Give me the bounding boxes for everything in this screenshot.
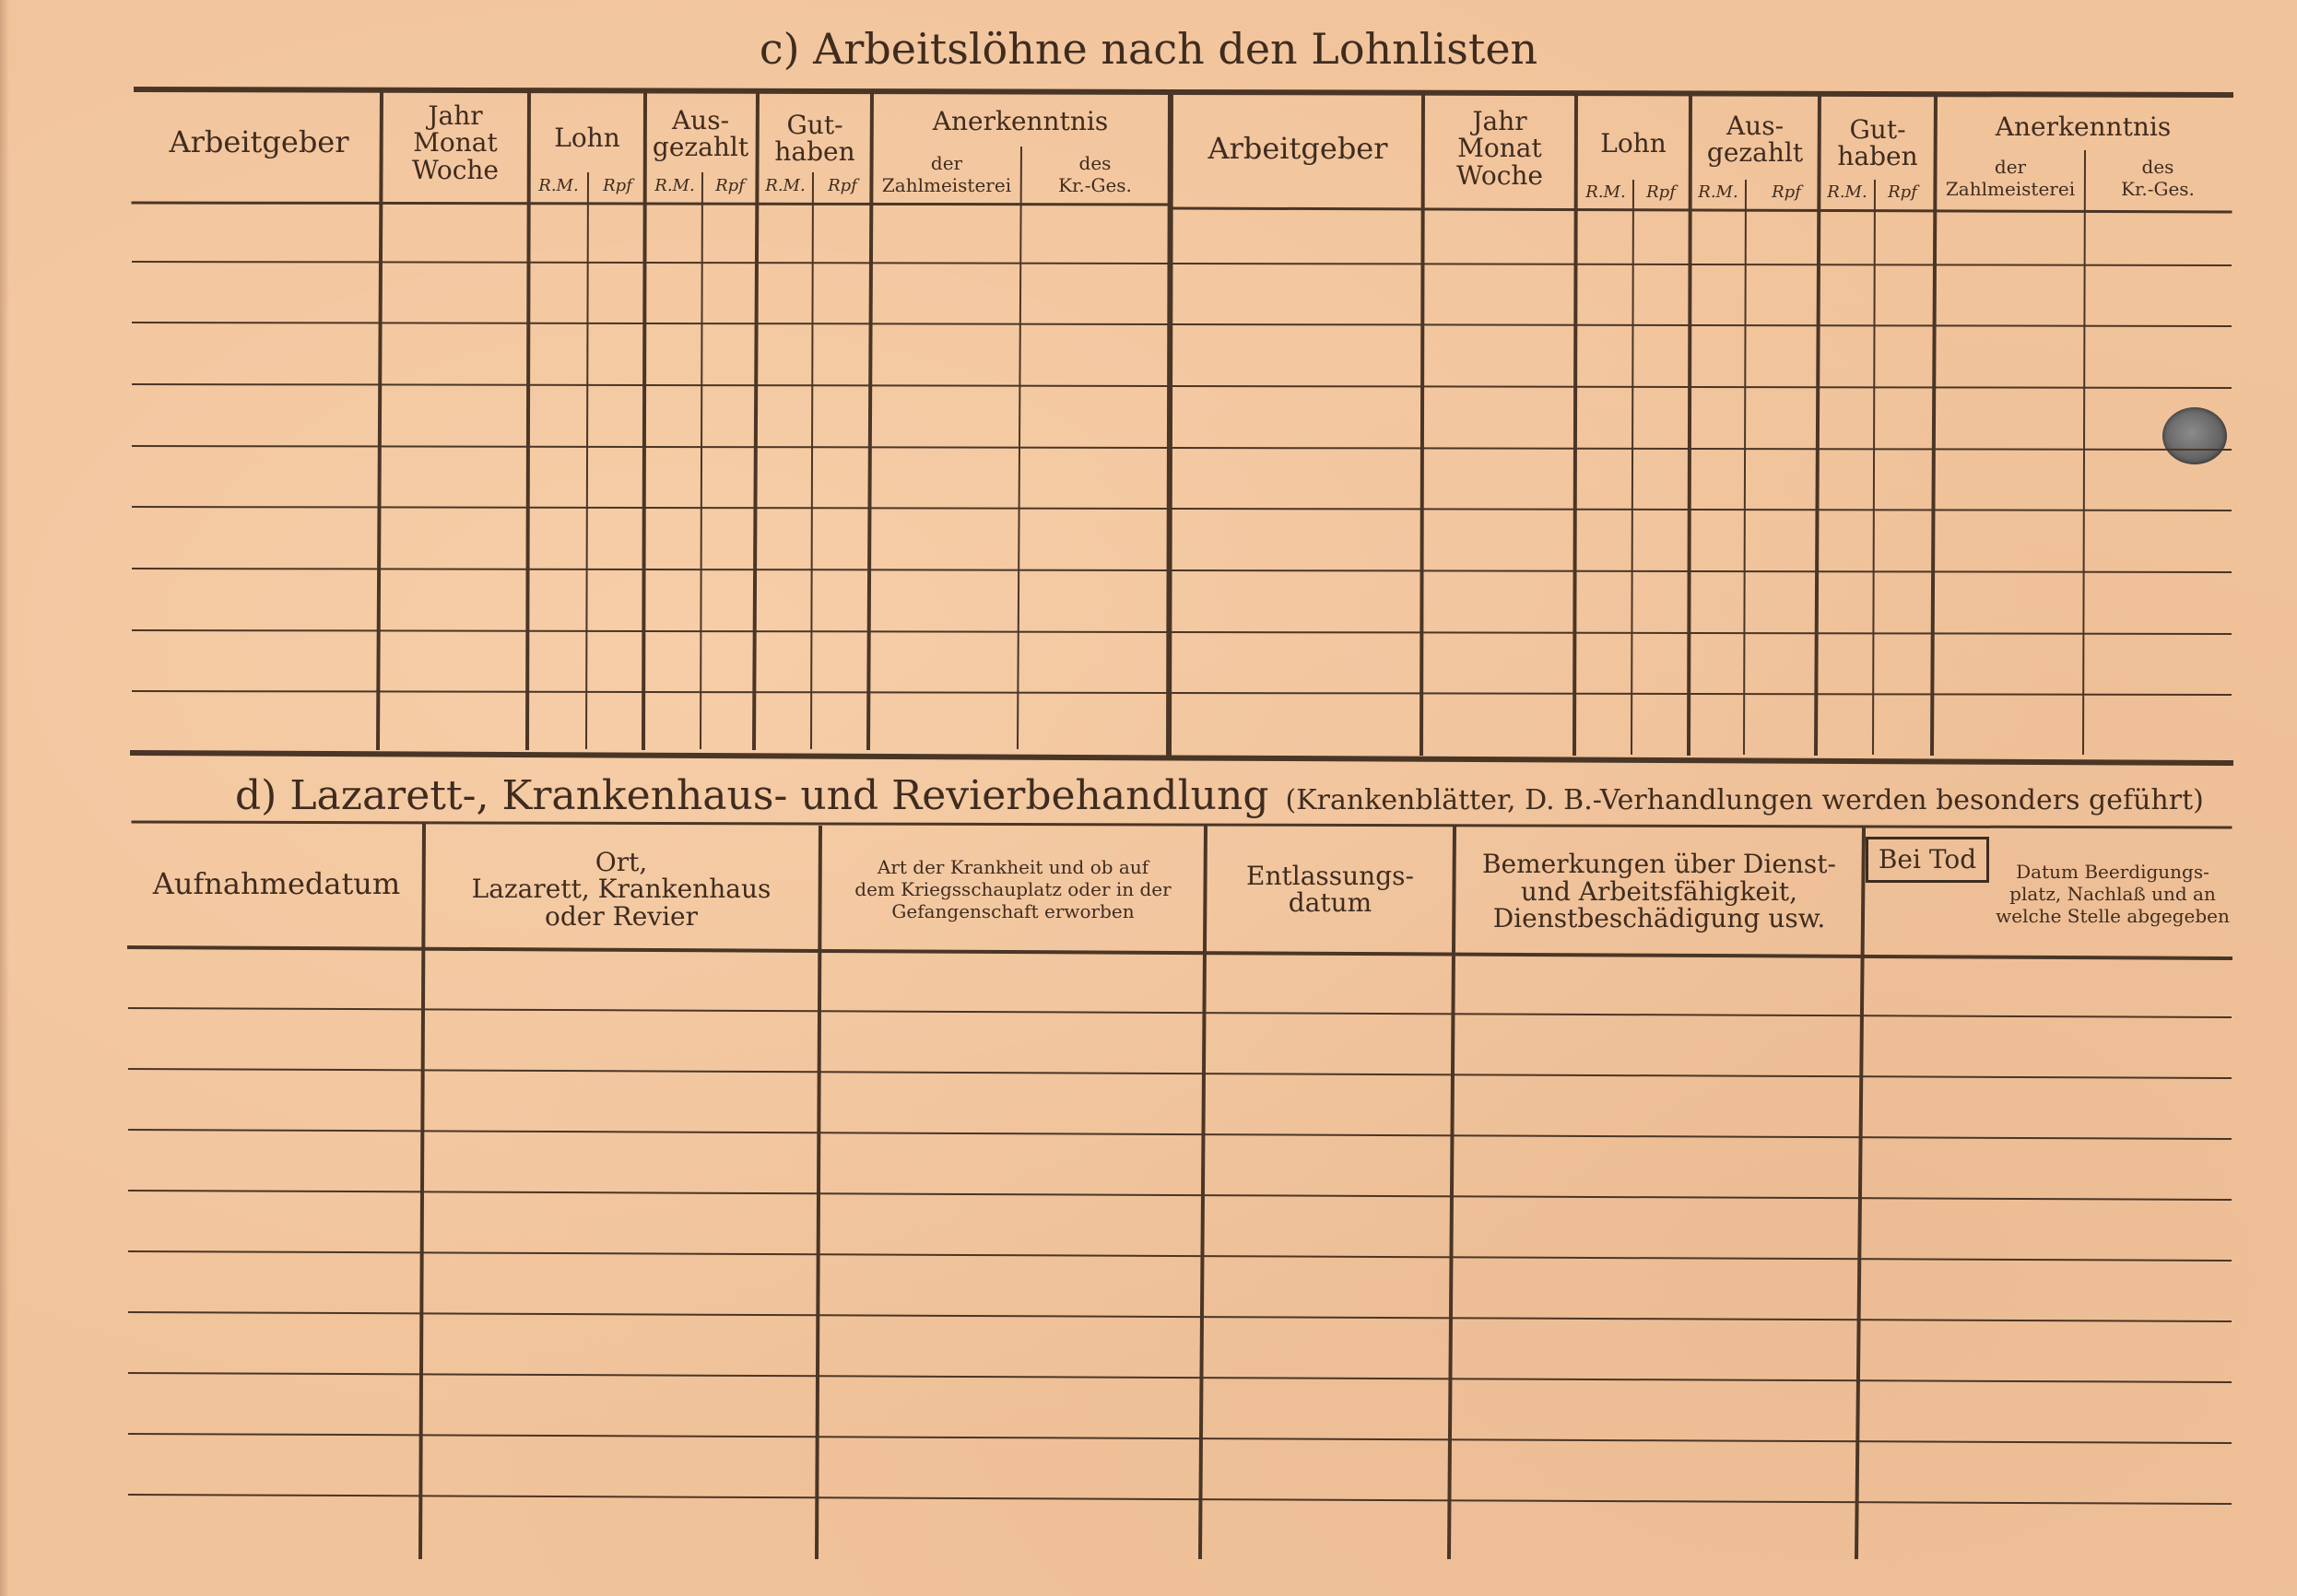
unit-rpf: Rpf bbox=[1888, 182, 1917, 202]
col-employer-right: Arbeitgeber bbox=[1207, 131, 1388, 167]
col-divider bbox=[1689, 96, 1690, 754]
col-divider bbox=[811, 173, 813, 748]
section-d-header-rule bbox=[129, 947, 2231, 958]
unit-rpf: Rpf bbox=[1772, 182, 1801, 202]
col-divider bbox=[586, 173, 588, 748]
col-burial: Datum Beerdigungs- platz, Nachlaß und an welche Stelle abgegeben bbox=[1996, 861, 2230, 927]
section-d-title-text: d) Lazarett-, Krankenhaus- und Revierbehandlung bbox=[235, 772, 1269, 819]
col-credit-left: Gut- haben bbox=[774, 109, 855, 167]
table-row bbox=[129, 1069, 2231, 1078]
col-divider bbox=[1631, 181, 1633, 754]
col-ack-right: Anerkenntnis bbox=[1995, 111, 2172, 143]
unit-rpf: Rpf bbox=[715, 176, 745, 195]
col-divider bbox=[1574, 96, 1576, 754]
col-divider bbox=[754, 92, 758, 748]
col-death: Bei Tod bbox=[1878, 844, 1977, 875]
col-illness: Art der Krankheit und ob auf dem Kriegsschauplatz oder in der Gefangenschaft erworben bbox=[854, 856, 1172, 922]
col-admission-date: Aufnahmedatum bbox=[152, 866, 401, 902]
table-row bbox=[129, 1373, 2231, 1382]
col-divider bbox=[2083, 151, 2085, 754]
unit-rm: R.M. bbox=[765, 176, 806, 195]
table-row bbox=[133, 323, 2231, 326]
table-row bbox=[133, 691, 2231, 695]
unit-rpf: Rpf bbox=[1646, 182, 1676, 202]
col-divider bbox=[1449, 827, 1455, 1557]
col-divider bbox=[1856, 827, 1864, 1557]
section-c-bottom-rule bbox=[133, 753, 2231, 763]
unit-rm: R.M. bbox=[654, 176, 695, 195]
col-paid-right: Aus- gezahlt bbox=[1706, 110, 1804, 168]
unit-rm: R.M. bbox=[538, 176, 579, 195]
table-row bbox=[129, 1130, 2231, 1139]
col-divider bbox=[643, 92, 645, 748]
section-c-header-rule bbox=[133, 203, 1169, 205]
table-row bbox=[129, 1434, 2231, 1443]
col-ack-paymaster-right: der Zahlmeisterei bbox=[1945, 156, 2076, 200]
col-employer-left: Arbeitgeber bbox=[169, 124, 349, 160]
table-row bbox=[129, 1008, 2231, 1017]
table-row bbox=[133, 262, 2231, 265]
col-place: Ort, Lazarett, Krankenhaus oder Revier bbox=[471, 846, 772, 932]
col-discharge-date: Entlassungs- datum bbox=[1246, 860, 1414, 918]
section-c-header-rule bbox=[1172, 208, 2231, 212]
col-divider bbox=[378, 92, 382, 748]
col-period-left: Jahr Monat Woche bbox=[411, 100, 500, 185]
col-wage-right: Lohn bbox=[1600, 128, 1667, 159]
unit-rpf: Rpf bbox=[828, 176, 857, 195]
col-period-right: Jahr Monat Woche bbox=[1455, 105, 1544, 191]
table-row bbox=[129, 1191, 2231, 1200]
table-row bbox=[129, 1251, 2231, 1261]
section-d-note: (Krankenblätter, D. B.-Verhandlungen werden besonders geführt) bbox=[1285, 784, 2204, 816]
table-row bbox=[133, 507, 2231, 510]
unit-rm: R.M. bbox=[1585, 182, 1626, 202]
col-credit-right: Gut- haben bbox=[1837, 113, 1918, 171]
table-row bbox=[133, 384, 2231, 388]
col-ack-krges-right: des Kr.-Ges. bbox=[2121, 156, 2195, 200]
col-divider bbox=[1744, 181, 1746, 754]
col-remarks: Bemerkungen über Dienst- und Arbeitsfähigkeit, Dienstbeschädigung usw. bbox=[1481, 849, 1836, 934]
col-wage-left: Lohn bbox=[554, 123, 620, 154]
section-c-title: c) Arbeitslöhne nach den Lohnlisten bbox=[759, 24, 1538, 74]
col-divider bbox=[1932, 96, 1936, 754]
col-paid-left: Aus- gezahlt bbox=[652, 104, 749, 162]
table-row bbox=[129, 1495, 2231, 1504]
unit-rm: R.M. bbox=[1698, 182, 1738, 202]
table-row bbox=[133, 630, 2231, 634]
col-divider bbox=[1200, 827, 1206, 1557]
col-divider bbox=[1421, 96, 1423, 754]
section-d-top-rule bbox=[133, 822, 2231, 827]
section-c-top-rule bbox=[136, 89, 2231, 95]
col-divider bbox=[868, 92, 872, 748]
col-ack-left: Anerkenntnis bbox=[932, 106, 1109, 137]
section-c-center-divider bbox=[1169, 92, 1171, 754]
col-divider bbox=[817, 827, 820, 1557]
unit-rpf: Rpf bbox=[603, 176, 632, 195]
col-divider bbox=[701, 173, 702, 748]
col-divider bbox=[1816, 96, 1820, 754]
table-row bbox=[133, 446, 2231, 450]
col-ack-krges-left: des Kr.-Ges. bbox=[1058, 152, 1132, 196]
col-divider bbox=[527, 92, 529, 748]
col-ack-paymaster-left: der Zahlmeisterei bbox=[881, 152, 1012, 196]
table-row bbox=[133, 569, 2231, 572]
col-divider bbox=[1873, 181, 1875, 754]
table-row bbox=[129, 1312, 2231, 1321]
unit-rm: R.M. bbox=[1827, 182, 1867, 202]
